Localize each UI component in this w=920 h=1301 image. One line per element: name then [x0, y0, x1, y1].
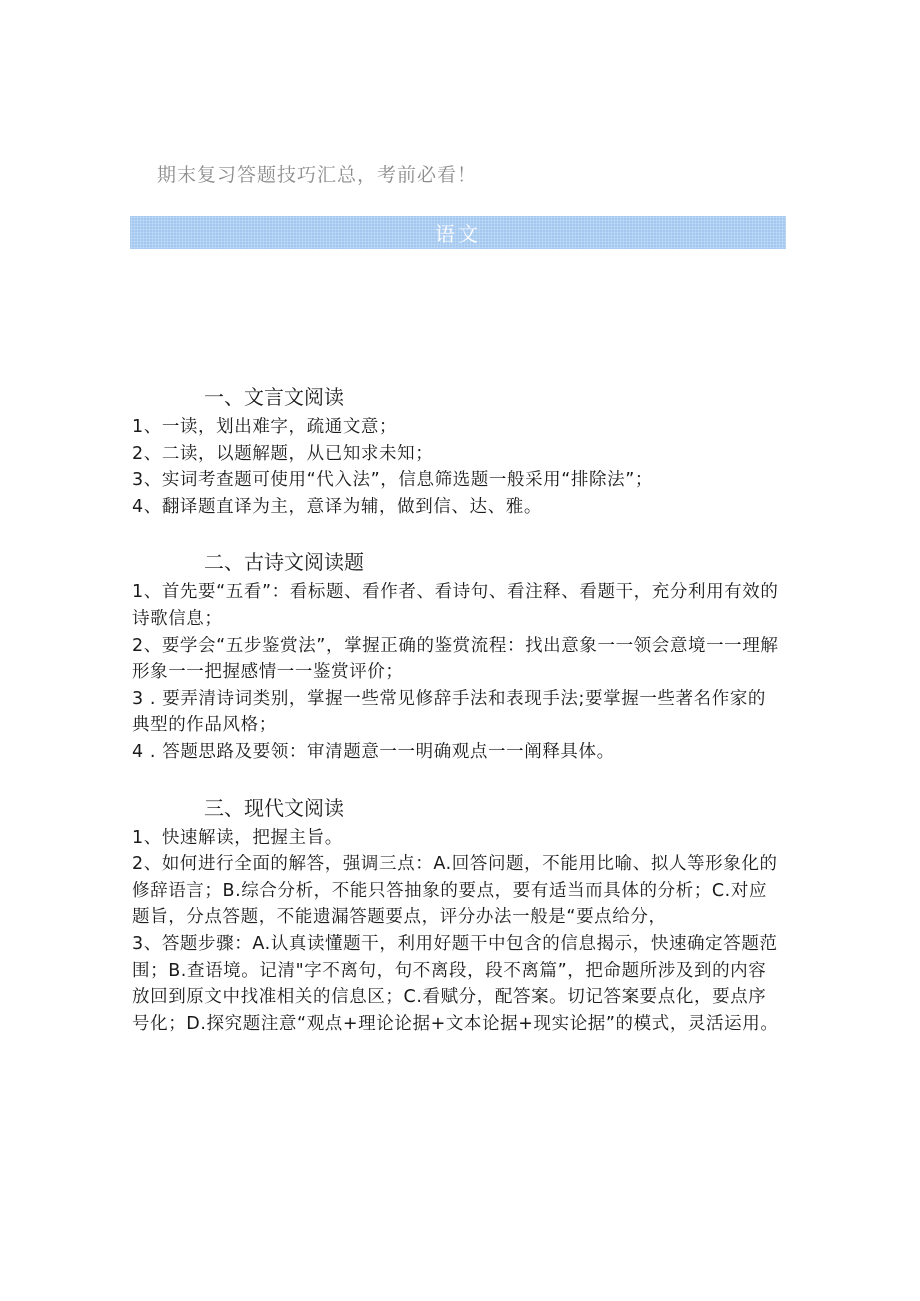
section-ancient-poetry: [132, 547, 782, 765]
list-item: 4、翻译题直译为主，意译为辅，做到信、达、雅。: [132, 496, 542, 517]
list-item: 2、如何进行全面的解答，强调三点：A.回答问题，不能用比喻、拟人等形象化的修辞语言；B.综合分析，不能只答抽象的要点，要有适当而具体的分析；C.对应题旨，分点答题，不能遗漏答题要点，评分办法一般是“要点给分，: [132, 854, 778, 928]
document-body: [132, 382, 782, 1064]
subject-banner: [130, 216, 786, 249]
list-item: 1、一读，划出难字，疏通文意；: [132, 417, 398, 437]
list-item: 4 . 答题思路及要领：审清题意一一明确观点一一阐释具体。: [132, 741, 615, 762]
list-item: 3 . 要弄清诗词类别，掌握一些常见修辞手法和表现手法;要掌握一些著名作家的典型的作品风格；: [132, 688, 767, 736]
section-modern-prose: [132, 793, 782, 1038]
list-item: 3、实词考查题可使用“代入法”，信息筛选题一般采用“排除法”；: [132, 470, 653, 491]
subject-banner-label: 语文: [435, 222, 481, 246]
section-classical-chinese: [132, 382, 782, 520]
list-item: 1、快速解读，把握主旨。: [132, 827, 343, 848]
section-heading: 二、古诗文阅读题: [204, 550, 364, 575]
list-item: 2、二读，以题解题，从已知求未知；: [132, 443, 434, 464]
section-heading: 一、文言文阅读: [204, 385, 344, 409]
list-item: 3、答题步骤：A.认真读懂题干，利用好题干中包含的信息揭示，快速确定答题范围；B.查语境。记清"字不离句，句不离段，段不离篇”，把命题所涉及到的内容放回到原文中找准相关的信息区；C.看赋分，配答案。切记答案要点化，要点序号化；D.探究题注意“观点+理论论据+文本论据+现实论据”的模式，灵活运用。: [132, 933, 779, 1034]
section-heading: 三、现代文阅读: [204, 795, 344, 820]
list-item: 1、首先要“五看”：看标题、看作者、看诗句、看注释、看题干，充分利用有效的诗歌信息；: [132, 582, 779, 629]
list-item: 2、要学会“五步鉴赏法”，掌握正确的鉴赏流程：找出意象一一领会意境一一理解形象一一把握感情一一鉴赏评价；: [132, 635, 779, 683]
document-title: 期末复习答题技巧汇总，考前必看！: [157, 164, 478, 186]
